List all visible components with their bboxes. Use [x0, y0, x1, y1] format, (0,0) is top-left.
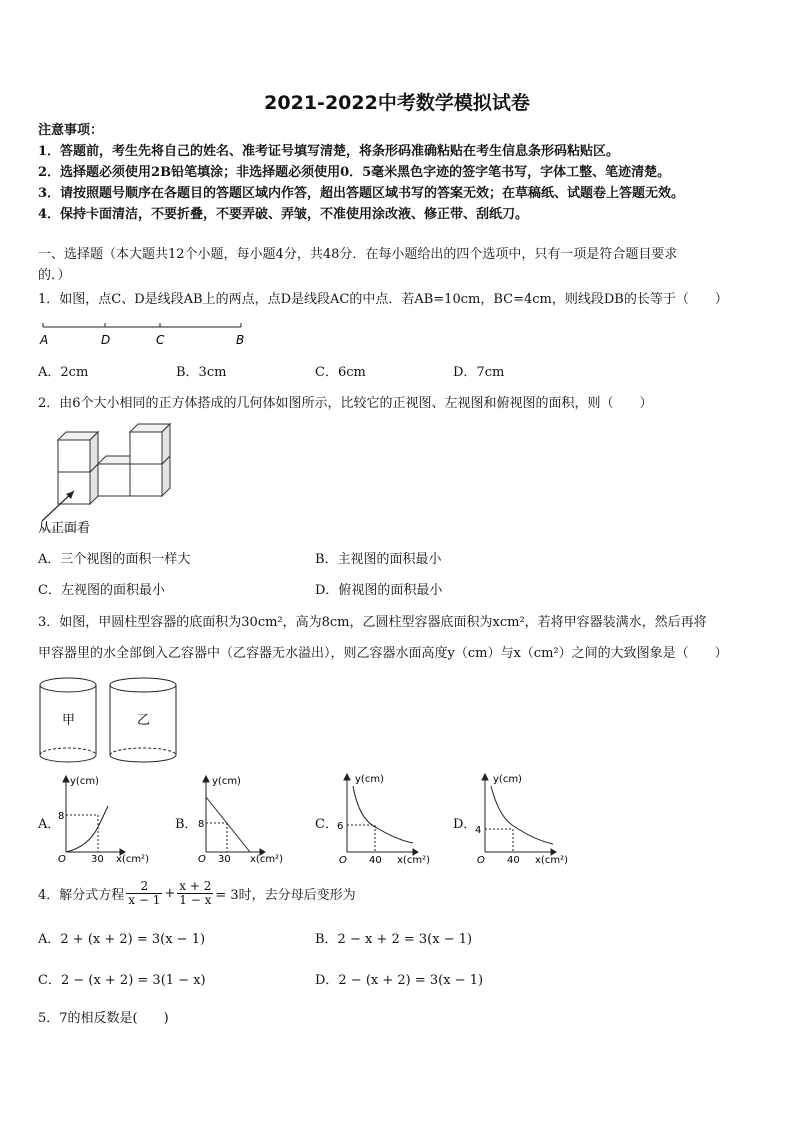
svg-text:O: O — [477, 855, 485, 866]
option-a: A．2 + (x + 2) = 3(x − 1) — [38, 932, 206, 947]
question-3-stem-cont: 甲容器里的水全部倒入乙容器中（乙容器无水溢出），则乙容器水面高度y（cm）与x（cm²）之间的大致图象是（ ） — [38, 646, 728, 661]
svg-text:y(cm): y(cm) — [493, 774, 522, 785]
svg-text:8: 8 — [198, 819, 205, 830]
svg-text:x(cm²): x(cm²) — [250, 854, 283, 865]
cylinder-label: 乙 — [137, 713, 151, 728]
notice-heading: 注意事项： — [38, 123, 104, 138]
svg-text:40: 40 — [369, 855, 382, 866]
page-title: 2021-2022中考数学模拟试卷 — [264, 92, 530, 114]
graph-option-label: D． — [453, 817, 477, 832]
view-caption: 从正面看 — [38, 521, 91, 536]
svg-text:O: O — [58, 854, 66, 865]
notice-item: 1．答题前，考生先将自己的姓名、准考证号填写清楚，将条形码准确粘贴在考生信息条形码粘贴区。 — [38, 144, 620, 159]
svg-text:8: 8 — [58, 811, 65, 822]
option-a: A．三个视图的面积一样大 — [38, 552, 191, 567]
notice-item: 2．选择题必须使用2B铅笔填涂；非选择题必须使用0．5毫米黑色字迹的签字笔书写，字体工整、笔迹清楚。 — [38, 165, 671, 180]
svg-text:y(cm): y(cm) — [70, 776, 99, 787]
option-d: D．7cm — [453, 365, 505, 380]
cylinder-label: 甲 — [62, 713, 76, 728]
svg-text:40: 40 — [507, 855, 520, 866]
svg-text:y(cm): y(cm) — [212, 776, 241, 787]
graph-option-label: C． — [315, 817, 338, 832]
point-label: A — [40, 333, 49, 347]
cube-figure — [38, 425, 173, 537]
svg-text:y(cm): y(cm) — [355, 774, 384, 785]
graph-d — [473, 770, 578, 870]
option-d: D．2 − (x + 2) = 3(x − 1) — [315, 973, 484, 988]
section-heading: 一、选择题（本大题共12个小题，每小题4分，共48分．在每小题给出的四个选项中，只有一项是符合题目要求 — [38, 247, 678, 262]
question-3-stem: 3．如图，甲圆柱型容器的底面积为30cm²，高为8cm，乙圆柱型容器底面积为xcm²，若将甲容器装满水，然后再将 — [38, 615, 707, 630]
notice-item: 4．保持卡面清洁，不要折叠，不要弄破、弄皱，不准使用涂改液、修正带、刮纸刀。 — [38, 207, 529, 222]
svg-text:x(cm²): x(cm²) — [397, 855, 430, 866]
graph-a — [58, 772, 158, 867]
point-label: C — [156, 333, 165, 347]
option-d: D．俯视图的面积最小 — [315, 583, 443, 598]
svg-text:x(cm²): x(cm²) — [116, 854, 149, 865]
option-c: C．2 − (x + 2) = 3(1 − x) — [38, 973, 206, 988]
option-b: B．主视图的面积最小 — [315, 552, 442, 567]
fraction: $\frac{2}{x - 1}$ — [128, 879, 161, 907]
svg-text:O: O — [339, 855, 347, 866]
question-4-stem: 4．解分式方程 $\frac{2}{x - 1}$ + $\frac{x + 2}{1 - x}$ = 3时，去分母后变形为 — [38, 879, 356, 907]
svg-text:6: 6 — [337, 821, 344, 832]
segment-figure — [38, 318, 248, 348]
option-b: B．2 − x + 2 = 3(x − 1) — [315, 932, 473, 947]
question-1-stem: 1．如图，点C、D是线段AB上的两点，点D是线段AC的中点．若AB=10cm，BC=4cm，则线段DB的长等于（ ） — [38, 292, 728, 307]
graph-b — [198, 772, 298, 867]
point-label: B — [236, 333, 245, 347]
question-5-stem: 5．7的相反数是( ) — [38, 1011, 169, 1026]
option-a: A．2cm — [38, 365, 89, 380]
question-2-stem: 2．由6个大小相同的正方体搭成的几何体如图所示，比较它的正视图、左视图和俯视图的面积，则（ ） — [38, 396, 653, 411]
option-c: C．6cm — [315, 365, 366, 380]
fraction: $\frac{x + 2}{1 - x}$ — [179, 879, 212, 907]
graph-option-label: A． — [38, 817, 61, 832]
svg-text:30: 30 — [218, 854, 231, 865]
svg-text:O: O — [198, 854, 206, 865]
cylinders-figure — [38, 675, 183, 770]
svg-text:x(cm²): x(cm²) — [535, 855, 568, 866]
graph-option-label: B． — [175, 817, 198, 832]
option-b: B．3cm — [176, 365, 227, 380]
section-heading-cont: 的．） — [38, 268, 71, 283]
notice-item: 3．请按照题号顺序在各题目的答题区域内作答，超出答题区域书写的答案无效；在草稿纸、试题卷上答题无效。 — [38, 186, 685, 201]
point-label: D — [101, 333, 111, 347]
svg-text:4: 4 — [475, 825, 482, 836]
option-c: C．左视图的面积最小 — [38, 583, 165, 598]
svg-text:30: 30 — [91, 854, 104, 865]
graph-c — [335, 770, 440, 870]
